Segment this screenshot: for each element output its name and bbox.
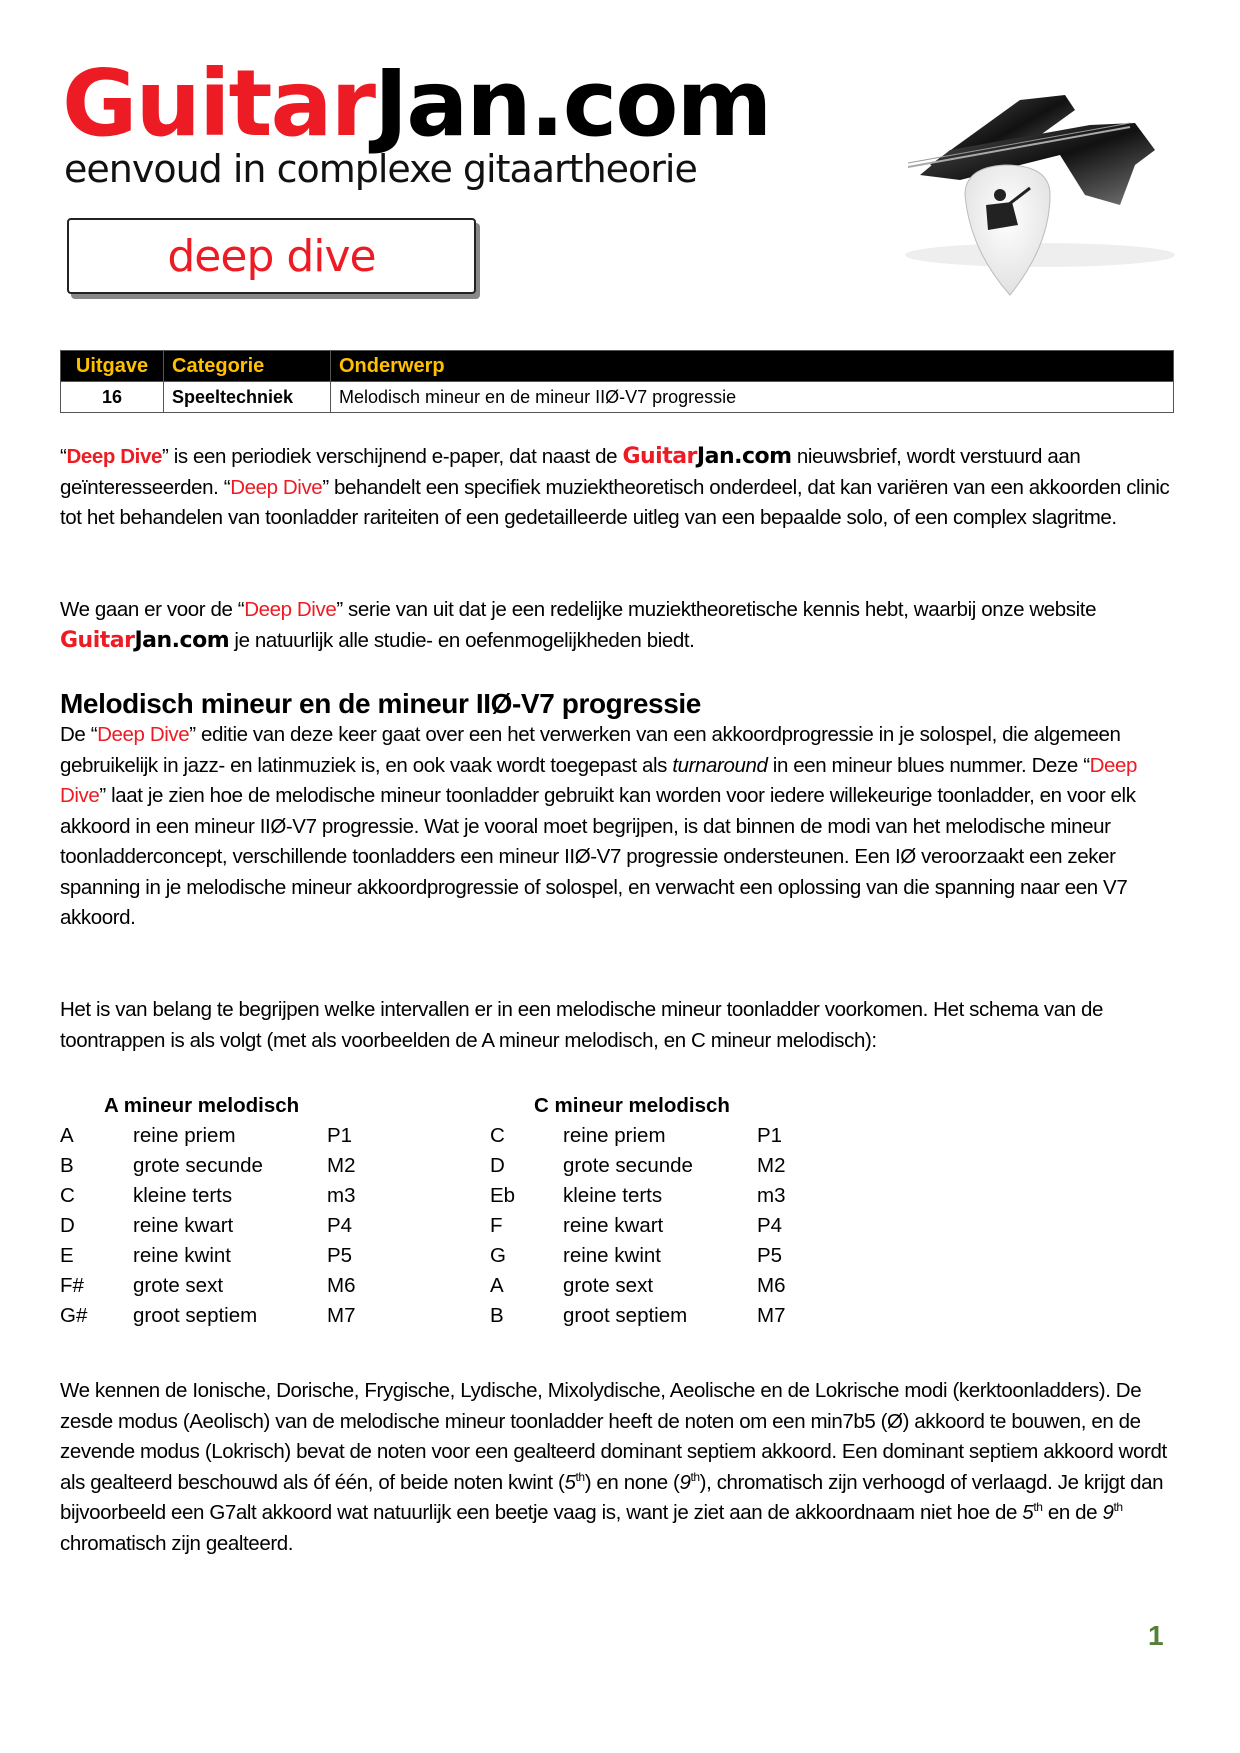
logo-guitar: Guitar [62,50,374,157]
superscript-th: th [575,1469,585,1484]
interval-name: grote secunde [563,1154,693,1177]
header-categorie: Categorie [164,351,331,382]
note: A [60,1124,74,1147]
section-paragraph-3 [60,1376,1180,1559]
header-onderwerp: Onderwerp [331,351,1174,382]
interval-name: reine kwart [133,1214,234,1237]
interval-abbr: M6 [327,1274,356,1297]
interval-name: grote sext [563,1274,654,1297]
interval-abbr: M2 [757,1154,786,1177]
text: nieuwsbrief, wordt verstuurd aan geïnteresseerden. “ [60,445,1081,499]
interval-abbr: P1 [327,1124,353,1147]
text: ), chromatisch zijn verhoogd of verlaagd. Je krijgt dan bijvoorbeeld een G7alt akkoord wat natuurlijk een beetje vaag is, want je ziet aan de akkoordnaam niet hoe de [60,1470,1164,1524]
note: C [490,1124,505,1147]
ninth: 9 [1102,1501,1114,1524]
deep-dive-name: Deep Dive [60,753,1138,807]
interval-name: grote sext [133,1274,224,1297]
interval-name: kleine terts [563,1184,663,1207]
issue-info-table [60,350,1174,413]
interval-abbr: P1 [757,1124,783,1147]
page-number: 1 [1148,1620,1164,1651]
interval-name: groot septiem [563,1304,688,1327]
note: G [490,1244,506,1267]
interval-abbr: M6 [757,1274,786,1297]
note: F# [60,1274,84,1297]
superscript-th: th [1113,1500,1123,1515]
note: D [490,1154,505,1177]
text: ) en none ( [584,1470,680,1494]
deep-dive-name: Deep Dive [97,723,190,746]
section-heading: Melodisch mineur en de mineur IIØ-V7 progressie [60,688,701,719]
note: B [60,1154,74,1177]
superscript-th: th [690,1469,700,1484]
deep-dive-name: Deep Dive [66,445,162,468]
text: We kennen de Ionische, Dorische, Frygische, Lydische, Mixolydische, Aeolische en de Lokrische modi (kerktoonladders). De zesde modus (Aeolisch) van de melodische mineur toonladder heeft de noten om een min7b5 (Ø) akkoord te bouwen, en de zevende modus (Lokrisch) bevat de noten voor een gealteerd dominant septiem akkoord. Een dominant septiem akkoord wordt als gealteerd beschouwd als óf één, of beide noten kwint ( [60,1379,1167,1494]
info-table-header-row [61,351,1174,382]
interval-abbr: P5 [327,1244,353,1267]
note: G# [60,1304,88,1327]
deep-dive-badge-label: deep dive [167,230,376,282]
interval-name: reine kwart [563,1214,664,1237]
interval-abbr: M2 [327,1154,356,1177]
text: in een mineur blues nummer. Deze “ [767,753,1090,777]
inline-site-logo [60,628,229,653]
inline-logo-jan: Jan.com [696,444,792,469]
fifth: 5 [564,1470,576,1494]
fifth: 5 [1022,1501,1034,1524]
interval-abbr: M7 [327,1304,356,1327]
logo-jan: Jan.com [373,50,771,157]
note: B [490,1304,504,1327]
issue-number: 16 [61,382,164,413]
note: D [60,1214,75,1237]
interval-abbr: P4 [327,1214,353,1237]
inline-site-logo [622,444,791,469]
text: ” laat je zien hoe de melodische mineur toonladder gebruikt kan worden voor iedere willekeurige toonladder, en voor elk akkoord in een mineur IIØ-V7 progressie. Wat je vooral moet begrijpen, is dat binnen de modi van het melodische mineur toonladderconcept, verschillende toonladders een mineur IIØ-V7 progressie ondersteunen. Een IØ veroorzaakt een zeker spanning in je melodische mineur akkoordprogressie of solospel, en verwacht een oplossing van die spanning naar een V7 akkoord. [60,784,1136,929]
turnaround-term: turnaround [672,753,768,777]
intro-paragraph-1 [60,442,1180,534]
text: ” serie van uit dat je een redelijke muziektheoretische kennis hebt, waarbij onze website [336,598,1097,621]
header-uitgave: Uitgave [61,351,164,382]
text: is een periodiek verschijnend e-paper, dat naast de [168,445,623,468]
text: We gaan er voor de “ [60,598,245,621]
inline-logo-jan: Jan.com [134,627,230,653]
interval-name: kleine terts [133,1184,233,1207]
interval-abbr: m3 [757,1184,786,1207]
text: ” editie van deze keer gaat over een het verwerken van een akkoordprogressie in je solospel, die algemeen gebruikelijk in jazz- en latinmuziek is, en ook vaak wordt toegepast als [60,723,1121,777]
scale-title: C mineur melodisch [534,1094,730,1117]
scale-title: A mineur melodisch [104,1094,300,1117]
interval-name: reine priem [133,1124,236,1147]
section-paragraph-2 [60,995,1180,1056]
interval-abbr: P5 [757,1244,783,1267]
text: chromatisch zijn gealteerd. [60,1531,294,1555]
note: Eb [490,1184,516,1207]
text: De “ [60,723,98,746]
interval-name: reine kwint [133,1244,231,1267]
interval-name: groot septiem [133,1304,258,1327]
note: C [60,1184,75,1207]
deep-dive-name: Deep Dive [244,598,337,621]
ninth: 9 [679,1470,691,1494]
interval-abbr: M7 [757,1304,786,1327]
note: F [490,1214,503,1237]
tagline: eenvoud in complexe gitaartheorie [64,147,697,191]
intro-paragraph-2 [60,595,1180,656]
site-logo [62,50,771,157]
inline-logo-guitar: Guitar [60,627,135,653]
text: Het is van belang te begrijpen welke intervallen er in een melodische mineur toonladder voorkomen. Het schema van de toontrappen is als volgt (met als voorbeelden de A mineur melodisch, en C mineur melodisch): [60,998,1103,1052]
deep-dive-name: Deep Dive [230,475,323,499]
issue-category: Speeltechniek [164,382,331,413]
section-paragraph-1 [60,720,1180,934]
interval-abbr: m3 [327,1184,356,1207]
interval-name: grote secunde [133,1154,263,1177]
quote-open: “ [60,445,67,468]
guitar-pick-icon [890,55,1180,330]
inline-logo-guitar: Guitar [622,444,697,469]
note: A [490,1274,504,1297]
quote-close: ” [161,445,169,468]
interval-name: reine priem [563,1124,666,1147]
note: E [60,1244,74,1267]
superscript-th: th [1033,1500,1043,1515]
text: ” behandelt een specifiek muziektheoretisch onderdeel, dat kan variëren van een akkoorden clinic tot het behandelen van toonladder rariteiten of een gedetailleerde uitleg van een bepaalde solo, of een complex slagritme. [60,475,1170,529]
interval-abbr: P4 [757,1214,783,1237]
interval-name: reine kwint [563,1244,661,1267]
issue-subject: Melodisch mineur en de mineur IIØ-V7 progressie [331,382,1174,413]
deep-dive-badge [67,218,476,294]
info-table-row [61,382,1174,413]
text: je natuurlijk alle studie- en oefenmogelijkheden biedt. [229,628,695,652]
text: en de [1042,1501,1103,1524]
